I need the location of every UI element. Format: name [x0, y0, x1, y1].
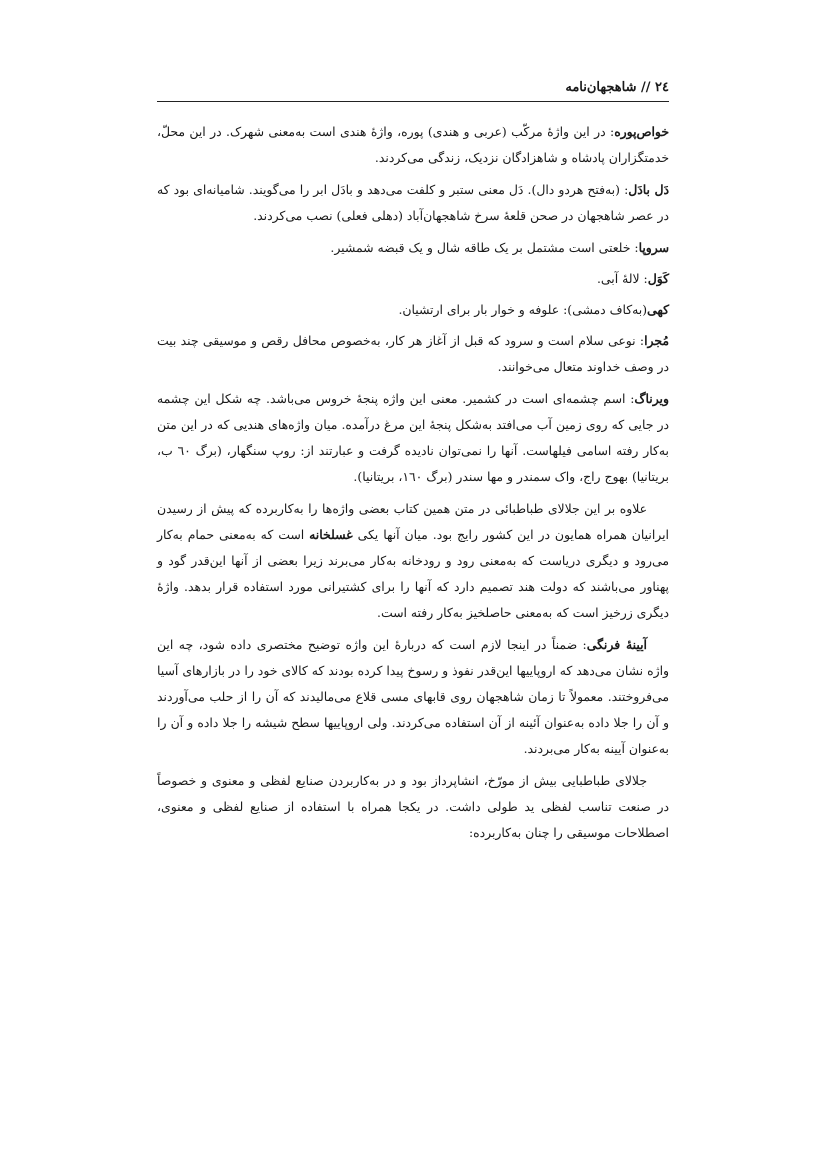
glossary-definition: : در این واژۀ مرکّب (عربی و هندی) پوره، واژۀ هندی است به‌معنی شهرک. در این محلّ، خدمتگزاران پادشاه و شاهزادگان نزدیک، زندگی می‌کردند.	[157, 124, 669, 165]
glossary-definition: : (به‌فتح هردو دال). دَل معنی ستبر و کلفت می‌دهد و بادَل ابر را می‌گویند. شامیانه‌ای بود که در عصر شاهجهان در صحن قلعۀ سرخ شاهجهان‌آباد (دهلی فعلی) نصب می‌کردند.	[157, 182, 669, 223]
paragraph-text: علاوه بر این جلالای طباطبائی در متن همین کتاب بعضی واژه‌ها را به‌کاربرده که پیش از رسیدن ایرانیان همراه همایون در این کشور رایج بود. میان آنها یکی	[157, 501, 669, 542]
highlighted-term: غسلخانه	[309, 527, 353, 542]
glossary-term: مُجرا	[644, 333, 669, 348]
body-paragraph	[157, 768, 669, 846]
highlighted-term: آیینۀ فرنگی	[586, 637, 647, 652]
glossary-definition: : نوعی سلام است و سرود که قبل از آغاز هر کار، به‌خصوص محافل رقص و موسیقی چند بیت در وصف خداوند متعال می‌خوانند.	[157, 333, 669, 374]
glossary-term: سروپا	[638, 240, 669, 255]
page-body	[157, 119, 669, 852]
glossary-entry	[157, 297, 669, 323]
glossary-entry	[157, 235, 669, 261]
page-number: ۲٤	[655, 80, 669, 95]
glossary-term: کَوَل	[647, 271, 669, 286]
glossary-definition: (به‌کاف دمشی): علوفه و خوار بار برای ارتشیان.	[398, 302, 648, 317]
glossary-definition: : خلعتی است مشتمل بر یک طاقه شال و یک قبضه شمشیر.	[330, 240, 639, 255]
glossary-term: خواص‌پوره	[614, 124, 669, 139]
glossary-entry	[157, 386, 669, 490]
glossary-term: دَل بادَل	[628, 182, 670, 197]
glossary-definition: : اسم چشمه‌ای است در کشمیر. معنی این واژه پنجۀ خروس می‌باشد. چه شکل این چشمه در جایی که روی زمین آب می‌افتد به‌شکل پنجۀ این مرغ درآمده. میان واژه‌های هندیی که در این متن به‌کار رفته اسامی فیلهاست. آنها را نمی‌توان نادیده گرفت و عبارتند از: روپ سنگهار، (برگ ٦٠ ب، بریتانیا) بهوج راج، واک سمندر و مها سندر (برگ ١٦٠، بریتانیا).	[157, 391, 669, 484]
glossary-term: کهی	[647, 302, 669, 317]
book-title: شاهجهان‌نامه	[565, 80, 637, 95]
glossary-term: ویرناگ	[634, 391, 669, 406]
header-rule	[157, 101, 669, 102]
glossary-entry	[157, 266, 669, 292]
header-separator: //	[636, 80, 656, 95]
body-paragraph	[157, 632, 669, 762]
paragraph-text: جلالای طباطبایی بیش از مورّخ، انشاپرداز بود و در به‌کاربردن صنایع لفظی و معنوی و خصوصاً در صنعت تناسب لفظی ید طولی داشت. در یکجا همراه با استفاده از صنایع لفظی و معنوی، اصطلاحات موسیقی را چنان به‌کاربرده:	[157, 773, 669, 840]
paragraph-text: : ضمناً در اینجا لازم است که دربارۀ این واژه توضیح مختصری داده شود، چه این واژه نشان می‌دهد که اروپاییها این‌قدر نفوذ و رسوخ پیدا کرده بودند که کالای خود را در بازارهای آسیا می‌فروختند. معمولاً تا زمان شاهجهان روی قابهای مسی قلاع می‌مالیدند که آن را از حلب می‌آوردند و آن را جلا داده به‌عنوان آئینه از آن استفاده می‌کردند. ولی اروپاییها سطح شیشه را جلا داده و آن را به‌عنوان آیینه به‌کار می‌بردند.	[157, 637, 669, 756]
paragraph-text: است که به‌معنی حمام به‌کار می‌رود و دیگری دریاست که به‌معنی رود و رودخانه به‌کار می‌برند زیرا بعضی از آنها این‌قدر گود و پهناور می‌باشند که دولت هند تصمیم دارد که آنها را برای کشتیرانی مورد استفاده قرار بدهد. واژۀ دیگری زرخیز است که به‌معنی حاصلخیز به‌کار رفته است.	[157, 527, 669, 620]
glossary-entry	[157, 177, 669, 229]
glossary-entry	[157, 328, 669, 380]
body-paragraph	[157, 496, 669, 626]
glossary-definition: : لالۀ آبی.	[596, 271, 648, 286]
running-header	[157, 76, 669, 100]
glossary-entry	[157, 119, 669, 171]
